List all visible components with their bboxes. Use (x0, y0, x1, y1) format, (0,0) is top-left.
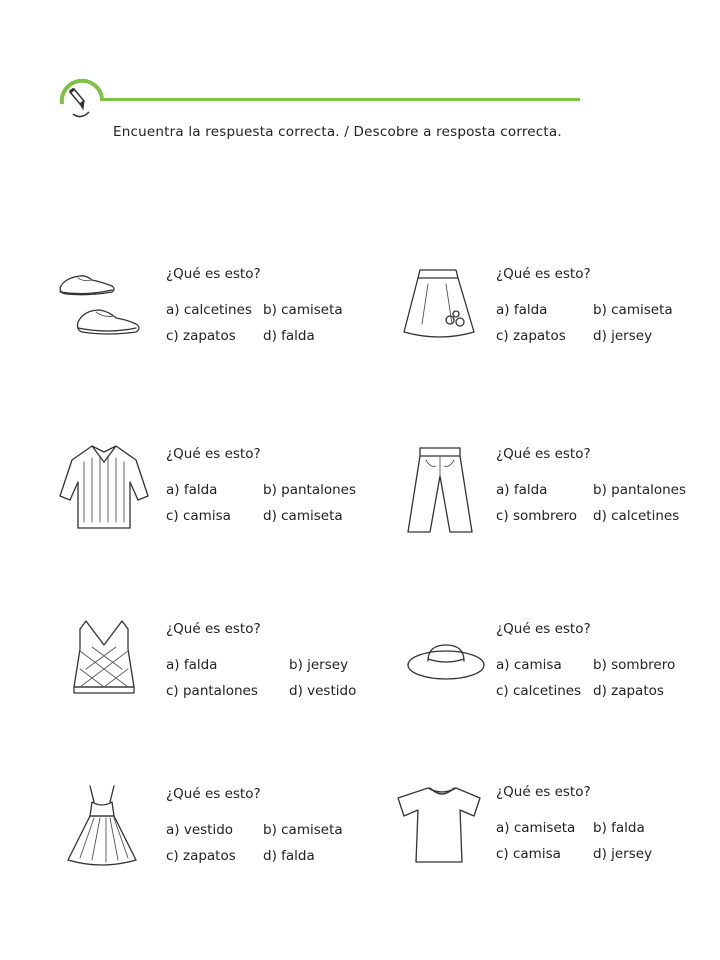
question-item (56, 262, 396, 372)
option-d[interactable]: d) zapatos (593, 683, 664, 699)
question-text: ¿Qué es esto? (166, 266, 261, 282)
option-a[interactable]: a) falda (496, 482, 548, 498)
option-b[interactable]: b) falda (593, 820, 645, 836)
option-c[interactable]: c) calcetines (496, 683, 582, 699)
question-item (56, 782, 396, 892)
question-text: ¿Qué es esto? (496, 446, 591, 462)
question-item (386, 442, 720, 552)
question-item (386, 780, 720, 890)
shirt-icon (56, 442, 151, 542)
option-c[interactable]: c) zapatos (166, 848, 236, 864)
header-divider (100, 98, 580, 101)
pencil-icon (58, 78, 106, 124)
question-text: ¿Qué es esto? (496, 266, 591, 282)
question-item (386, 617, 720, 727)
option-c[interactable]: c) sombrero (496, 508, 578, 524)
option-b[interactable]: b) camiseta (263, 302, 343, 318)
option-a[interactable]: a) vestido (166, 822, 234, 838)
dress-icon (56, 782, 151, 882)
question-text: ¿Qué es esto? (166, 446, 261, 462)
option-a[interactable]: a) falda (496, 302, 548, 318)
option-a[interactable]: a) falda (166, 482, 218, 498)
option-c[interactable]: c) pantalones (166, 683, 258, 699)
option-b[interactable]: b) camiseta (263, 822, 343, 838)
option-d[interactable]: d) falda (263, 848, 315, 864)
option-a[interactable]: a) camiseta (496, 820, 576, 836)
sweater-icon (56, 617, 151, 717)
question-item (386, 262, 720, 372)
instruction-text: Encuentra la respuesta correcta. / Descobre a resposta correcta. (113, 124, 562, 140)
tshirt-icon (386, 780, 481, 880)
option-d[interactable]: d) calcetines (593, 508, 680, 524)
option-d[interactable]: d) vestido (289, 683, 357, 699)
option-c[interactable]: c) zapatos (166, 328, 236, 344)
option-c[interactable]: c) zapatos (496, 328, 566, 344)
skirt-icon (386, 262, 481, 362)
option-a[interactable]: a) camisa (496, 657, 562, 673)
question-text: ¿Qué es esto? (496, 621, 591, 637)
option-c[interactable]: c) camisa (166, 508, 231, 524)
option-b[interactable]: b) pantalones (263, 482, 356, 498)
option-d[interactable]: d) falda (263, 328, 315, 344)
question-text: ¿Qué es esto? (166, 621, 261, 637)
question-item (56, 442, 396, 552)
question-text: ¿Qué es esto? (166, 786, 261, 802)
option-b[interactable]: b) sombrero (593, 657, 676, 673)
option-b[interactable]: b) jersey (289, 657, 349, 673)
option-b[interactable]: b) pantalones (593, 482, 686, 498)
question-item (56, 617, 396, 727)
option-b[interactable]: b) camiseta (593, 302, 673, 318)
option-a[interactable]: a) calcetines (166, 302, 252, 318)
question-text: ¿Qué es esto? (496, 784, 591, 800)
trousers-icon (386, 442, 481, 542)
option-d[interactable]: d) camiseta (263, 508, 343, 524)
option-d[interactable]: d) jersey (593, 846, 653, 862)
shoes-icon (56, 262, 151, 362)
option-d[interactable]: d) jersey (593, 328, 653, 344)
option-c[interactable]: c) camisa (496, 846, 561, 862)
hat-icon (386, 617, 481, 717)
option-a[interactable]: a) falda (166, 657, 218, 673)
